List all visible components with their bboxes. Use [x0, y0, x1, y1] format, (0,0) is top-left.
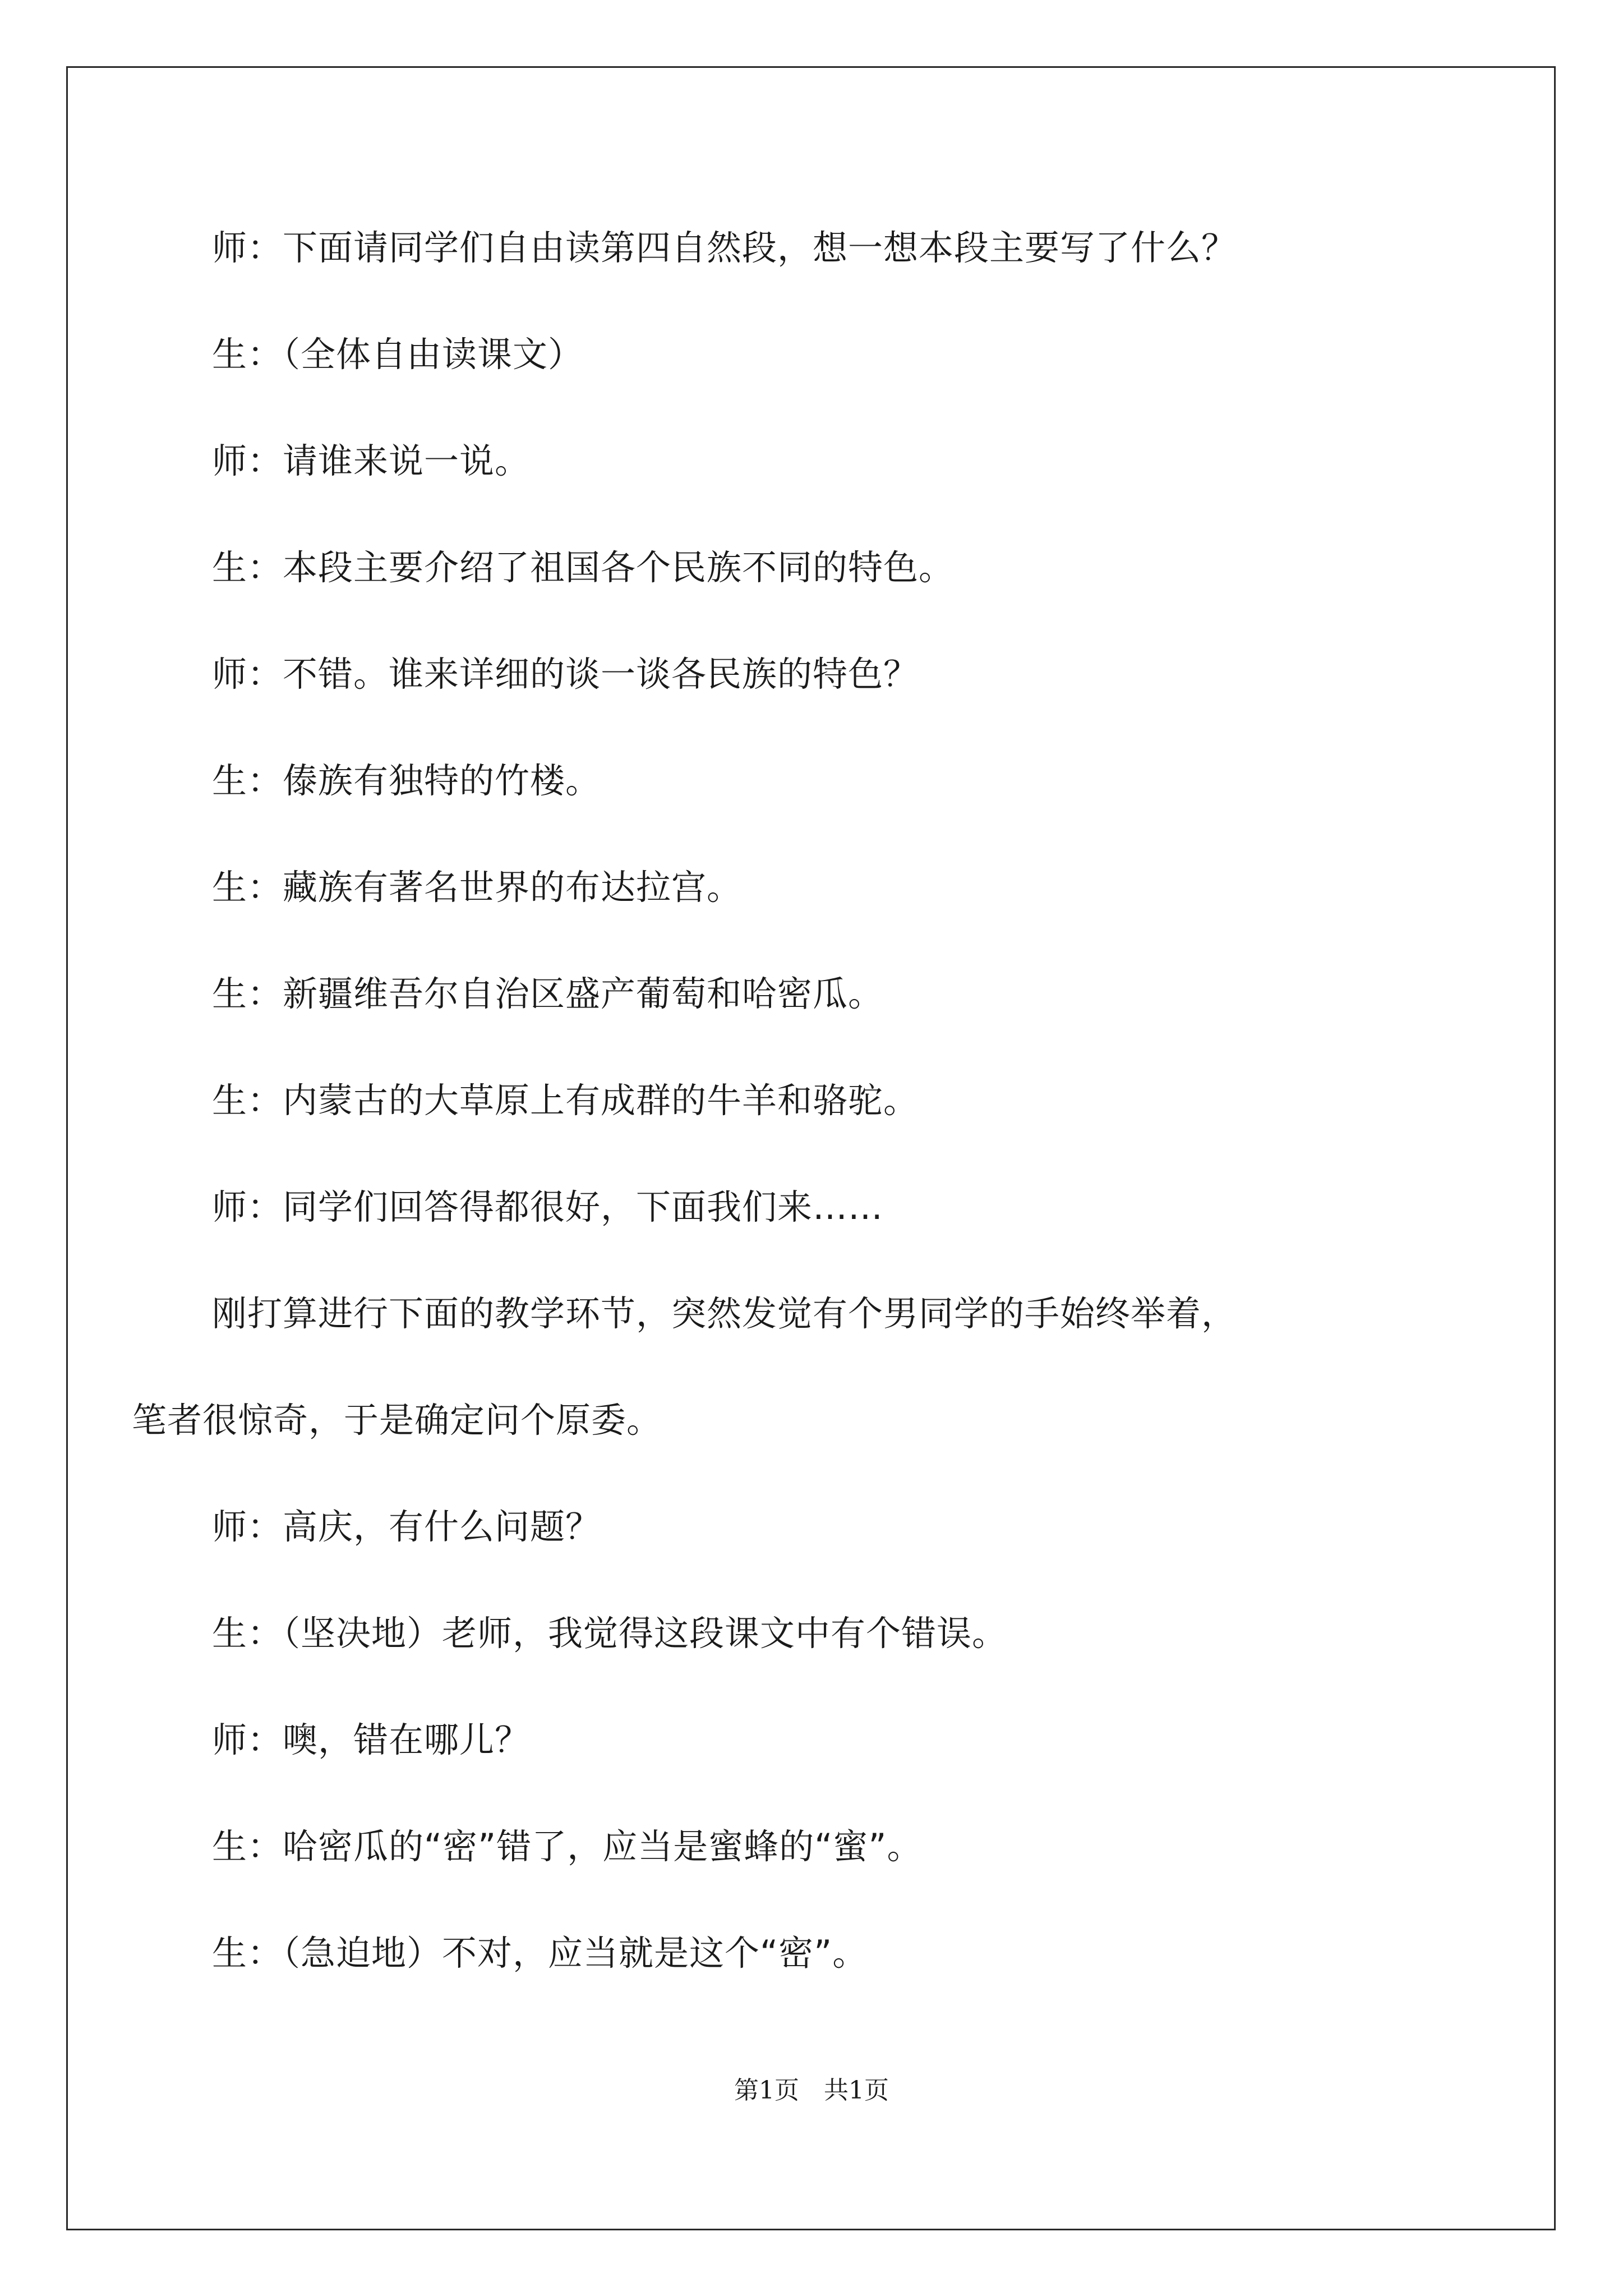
narration-line-continued: 笔者很惊奇，于是确定问个原委。	[132, 1400, 662, 1441]
dialogue-line: 师：下面请同学们自由读第四自然段，想一想本段主要写了什么？	[212, 227, 1237, 268]
page-number-footer: 第1页 共1页	[734, 2076, 889, 2105]
narration-line: 刚打算进行下面的教学环节，突然发觉有个男同学的手始终举着，	[212, 1293, 1237, 1334]
dialogue-line: 生：内蒙古的大草原上有成群的牛羊和骆驼。	[212, 1080, 919, 1121]
dialogue-line: 生：藏族有著名世界的布达拉宫。	[212, 867, 743, 908]
dialogue-line: 生：哈密瓜的“密”错了，应当是蜜蜂的“蜜”。	[212, 1826, 923, 1867]
dialogue-line: 生：（全体自由读课文）	[212, 334, 584, 375]
dialogue-line: 师：高庆，有什么问题？	[212, 1506, 601, 1547]
dialogue-line: 生：傣族有独特的竹楼。	[212, 760, 601, 801]
dialogue-line: 师：同学们回答得都很好，下面我们来……	[212, 1186, 884, 1227]
page-border	[66, 66, 1556, 2230]
dialogue-line: 生：（急迫地）不对，应当就是这个“密”。	[212, 1932, 868, 1973]
dialogue-line: 师：噢，错在哪儿？	[212, 1719, 531, 1760]
dialogue-line: 师：请谁来说一说。	[212, 440, 531, 481]
dialogue-line: 生：本段主要介绍了祖国各个民族不同的特色。	[212, 547, 955, 588]
dialogue-line: 师：不错。谁来详细的谈一谈各民族的特色？	[212, 654, 919, 694]
dialogue-line: 生：（坚决地）老师，我觉得这段课文中有个错误。	[212, 1613, 1008, 1654]
dialogue-line: 生：新疆维吾尔自治区盛产葡萄和哈密瓜。	[212, 973, 884, 1014]
